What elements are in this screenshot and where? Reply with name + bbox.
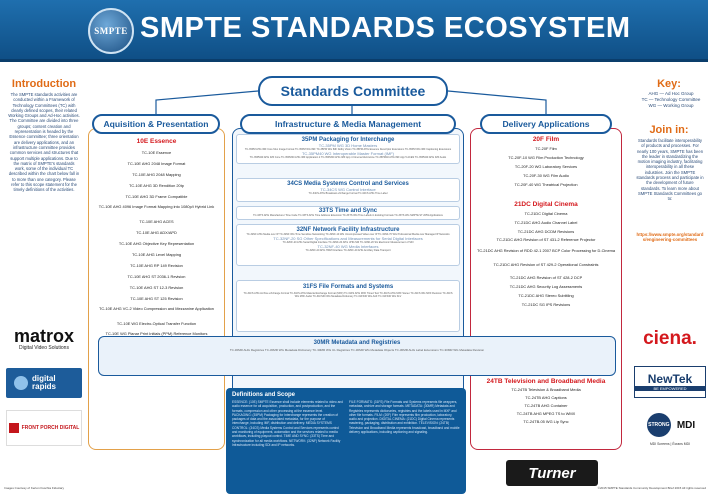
digital-rapids-wordmark: digital rapids bbox=[32, 374, 57, 391]
tc-35pm-sub: TC-35PM WG 3D Home Masters bbox=[318, 143, 378, 148]
tc-35pm40-text: TC-35PM40 AHG IMF Core TC-35PM40 AHG IMF Application 2 TC-35PM40 AHG IMF App 4 Cinema Mezzanine TC-35PM40 AHG IMF App 5 ACES TC-35PM40 AHG IMF Audio bbox=[249, 156, 447, 159]
film-item: TC-20F Film bbox=[535, 146, 557, 151]
tc-32nf20-sub: TC-32NF-20 SG Other Specifications and Measurements for Serial Digital Interfaces bbox=[273, 236, 423, 241]
cinema-item: TC-21DC AHG DCDM Revisions bbox=[517, 229, 575, 234]
tv-item: TC-24TB Television & Broadband Media bbox=[511, 387, 581, 392]
definitions-panel bbox=[226, 388, 466, 494]
essence-item: TC-10E AHG ST 125 Revision bbox=[130, 296, 183, 301]
tc-31fs-text: TC-31FS AHG Archive eXchange Format TC-31FS AHG Material Exchange Format (MXF) TC-31FS AHG MXF Timed Text TC-31FS AHG MXF Stereo TC-31FS WG MXF Revision TC-31FS WG MXF Audio TC-31FS30 WG Metadata Dictionary TC-31FS30 WG AAF TC-31FS30 WG KLV bbox=[243, 292, 453, 298]
page-title: SMPTE STANDARDS ECOSYSTEM bbox=[140, 12, 631, 44]
tv-item: TC-24TB AHG Container bbox=[524, 403, 568, 408]
cinema-item: TC-21DC AHG Revision of RDD 42-1 2007 BCP Color Processing for D-Cinema bbox=[476, 248, 616, 253]
cinema-item: TC-21DC AHG Revision of ST 429-2 Operational Constraints bbox=[493, 262, 599, 267]
essence-item: TC-10E AHG ST 2036-1 Revision bbox=[127, 274, 186, 279]
essence-item: TC-10E AHG Objective Key Representation bbox=[118, 241, 195, 246]
essence-list bbox=[92, 150, 221, 357]
turner-wordmark: Turner bbox=[528, 464, 576, 482]
essence-item: TC-10E AHG ACES bbox=[139, 219, 174, 224]
tv-item: TC-24TB-05 WG Lip Sync bbox=[523, 419, 569, 424]
front-porch-wordmark: FRONT PORCH DIGITAL bbox=[21, 425, 80, 431]
cinema-item: TC-21DC AHG Stereo Subtitling bbox=[518, 293, 574, 298]
tv-heading: 24TB Television and Broadband Media bbox=[486, 378, 606, 385]
acquisition-header: Aquisition & Presentation bbox=[92, 114, 220, 134]
essence-item: TC-10E WG Electro-Optical Transfer Function bbox=[116, 321, 197, 326]
intro-text: The SMPTE standards activities are conducted within a Framework of Technology Committees (TC) with clearly defined scopes, their related Working Groups and Ad-Hoc activities. The Committee are divided into three groups; content creation and representation is headed by the Essence committee; three orientation are delivery applications, and an infrastructure committee provides common services and structures that support multiple applications. Due to the matrix of SMPTE's standards work, some of the individual TC described within the chart below fall in to more than one category. Please refer to this scope statement for the timely definitions of the activities. bbox=[8, 92, 80, 193]
film-item: TC-20F-10 WG Film Production Technology bbox=[508, 155, 584, 160]
cinema-item: TC-21DC AHG Revision of ST 428-2 DCP bbox=[509, 275, 583, 280]
tc-30mr-title: 30MR Metadata and Registries bbox=[313, 340, 401, 346]
cinema-item: TC-21DC Digital Cinema bbox=[524, 211, 568, 216]
ciena-wordmark: ciena. bbox=[643, 328, 697, 349]
newtek-wordmark: NewTek bbox=[647, 372, 693, 386]
cinema-item: TC-21DC AHG Revision of ST 431-2 Reference Projector bbox=[496, 237, 596, 242]
key-line: AHG — Ad Hoc Group bbox=[648, 91, 694, 96]
essence-item: TC-10E AHG VC-2 Video Compression and Mezzanine Application bbox=[99, 306, 214, 311]
tc-32nf40-sub: TC-32NF-40 WG Media Interfaces bbox=[317, 244, 379, 249]
strong-mdi-caption: MDI Screens | Écrans MDI bbox=[649, 442, 691, 446]
tc-35pm-text: TC-35PM AHG IMF Core Mux Image Format TC-35PM WG IMF TC-35PM WG IMF Dolby Vision TC-35PM AHG Essence Descriptor Extensions TC-35PM WG IMF Captioning Extensions bbox=[244, 148, 452, 151]
tc-31fs-title: 31FS File Formats and Systems bbox=[302, 284, 394, 290]
tc-32nf-title: 32NF Network Facility Infrastructure bbox=[296, 227, 400, 233]
tc-34cs-text: TC-34CS AHG Broadcast eXchange Format TC-34CS AHG Time Label bbox=[308, 192, 388, 195]
key-line: WG — Working Group bbox=[648, 103, 694, 108]
tc-32nf-text: TC-32NF AHG Media over IP TC-32NF WG Time Sensitive Networking TC-32NF-10 WG Uncompressed Video over IP TC-32NF-70 WG Professional Media over Managed IP Networks bbox=[246, 233, 450, 236]
intro-heading: Introduction bbox=[11, 78, 77, 90]
tv-item: TC-24TB AHG MPEG TS to WMX bbox=[516, 411, 576, 416]
delivery-header: Delivery Applications bbox=[480, 114, 612, 134]
cinema-item: TC-21DC AHG Security Log Assessments bbox=[509, 284, 583, 289]
tc-32nf-section bbox=[236, 224, 460, 266]
film-item: TC-20F-20 WG Laboratory Services bbox=[514, 164, 578, 169]
tv-item: TC-24TB AHG Captions bbox=[525, 395, 567, 400]
tc-30mr-section bbox=[98, 336, 616, 376]
mdi-wordmark: MDI bbox=[676, 419, 696, 431]
tc-34cs-section bbox=[236, 178, 460, 202]
infrastructure-header: Infrastructure & Media Management bbox=[240, 114, 456, 134]
essence-item: TC-10E AHG 3D Frame Compatible bbox=[125, 194, 188, 199]
footer-left-note: Images Courtesy of Kerton Fuschia Fiduciary bbox=[4, 486, 65, 490]
tc-35pm-title: 35PM Packaging for Interchange bbox=[301, 137, 395, 143]
essence-item: TC-10E AHG RP 149 Revision bbox=[130, 263, 183, 268]
essence-item: TC-10E AHG 2048 Mapping bbox=[132, 172, 181, 177]
footer-right-note: ©2015 SMPTE Standards Community Development Brief 2015 All rights reserved bbox=[597, 486, 706, 490]
essence-item: TC-10E AHG Level Mapping bbox=[131, 252, 182, 257]
tc-33ts-section bbox=[236, 206, 460, 220]
key-heading: Key: bbox=[657, 78, 681, 90]
definitions-body bbox=[226, 400, 466, 447]
definitions-left: ESSENCE: (10E) SMPTE Essence shall include elements related to video and audio essence for all acquisition, production, and postproduction, and the formats, compression and other processing at the essence level. PACKAGING: (35PM) Packaging for Interchange represents the creation of packages of data and the associated metadata, for the purpose of interchange, including IMF, distribution and delivery. MEDIA SYSTEMS CONTROL: (34CS) Media Systems Control and Services represents control and monitoring of equipment, automation and the services related to media workflows, including playout control. TIME AND SYNC: (33TS) Time and synchronization for all media workflows. NETWORK: (32NF) Network Facility Infrastructure including SDI and IP networks. bbox=[232, 400, 343, 447]
join-text: Standards facilitate interoperability of products and processes. For nearly 100 years, SMPTE has been the leader in standardizing the motion imaging industry, facilitating interoperability in all these industries. Join the SMPTE standards process and participate in the development of future standards. To learn more about SMPTE Standards Committees go to: bbox=[636, 138, 704, 202]
newtek-tagline: BE EMPOWERED bbox=[635, 386, 705, 391]
join-heading: Join in: bbox=[649, 124, 689, 136]
essence-item: TC-10E AHG 3D Rendition 20tp bbox=[129, 183, 184, 188]
cinema-item: TC-21DC AHG Audio Channel Label bbox=[514, 220, 578, 225]
film-heading: 20F Film bbox=[532, 136, 560, 143]
tc-30mr-text: TC-30MR AHG Registries TC-30MR WG Metadata Dictionary TC-30MR WG UL Registries TC-30MR WG Metadata Objects TC-30MR AHG Label Extensions TC-30MR WG Metadata Revision bbox=[229, 348, 485, 352]
essence-item: TC-10E AHG ADX/APD bbox=[136, 230, 177, 235]
delivery-list bbox=[472, 136, 620, 311]
smpte-seal-logo: SMPTE bbox=[88, 8, 134, 54]
definitions-right: FILE FORMATS: (31FS) File Formats and Systems represents file wrappers, metadata, archive and storage formats. METADATA: (30MR) Metadata and Registries represents dictionaries, registries and the labels used in MXF and other file formats. FILM: (20F) Film represents film production, laboratory, audio and projection. DIGITAL CINEMA: (21DC) Digital Cinema represents mastering, packaging, distribution and exhibition. TELEVISION: (24TB) Television and Broadband Media represents broadcast, broadband and mobile delivery applications, including captioning and signaling. bbox=[349, 400, 460, 435]
tc-33ts-title: 33TS Time and Sync bbox=[318, 208, 378, 214]
tc-32nf20-text: TC-32NF-20 AHG Serial Digital Interface TC-32NF-20 AHG UHD-SDI TC-32NF-20 SG Electronic Measurement of SDI bbox=[282, 241, 414, 244]
cinema-heading: 21DC Digital Cinema bbox=[514, 201, 578, 208]
tv-list bbox=[472, 378, 620, 427]
standards-committee-box: Standards Committee bbox=[258, 76, 448, 106]
essence-item: TC-10E WG Planar Print Initials (PPM) Reference Monitors bbox=[105, 331, 208, 336]
matrox-tagline: Digital Video Solutions bbox=[19, 345, 69, 351]
tc-34cs-sub: TC-34CS WG Control Interface bbox=[320, 187, 376, 192]
tc-34cs-title: 34CS Media Systems Control and Services bbox=[287, 181, 409, 187]
essence-heading: 10E Essence bbox=[136, 138, 177, 145]
tc-32nf40-text: TC-32NF-40 AHG HDMI Interface TC-32NF-40 AHG Ancillary Data Transport bbox=[305, 249, 391, 252]
join-link[interactable]: https://www.smpte.org/standards/engineering-committees bbox=[636, 232, 704, 243]
tc-31fs-section bbox=[236, 280, 460, 332]
tc-35pm40-sub: TC-35PM40 WG Interoperable Master Format (IMF) bbox=[301, 151, 395, 156]
essence-item: TC-10E AHG 4096 Image Format Mapping into 1080p/i Hybrid Link bbox=[98, 204, 215, 209]
key-line: TC — Technology Committee bbox=[641, 97, 701, 102]
film-item: TC-20F-40 WG Theatrical Projection bbox=[514, 182, 578, 187]
film-item: TC-20F-30 WG Film Audio bbox=[523, 173, 569, 178]
tc-33ts-text: TC-33TS AHG Manufacturer Time Code TC-33TS AHG Time Address Extension TC-33TS WG Time Labels in Existing Formats TC-33TS WG SMPTE ST 2059 Applications bbox=[253, 214, 443, 217]
essence-item: TC-10E AHG 2048 Image Format bbox=[127, 161, 186, 166]
matrox-wordmark: matrox bbox=[13, 326, 75, 346]
tc-35pm-section bbox=[236, 134, 460, 164]
definitions-heading: Definitions and Scope bbox=[232, 392, 296, 398]
turner-logo bbox=[506, 460, 598, 486]
strong-badge: STRONG bbox=[647, 413, 671, 437]
essence-item: TC-10E AHG ST 12-3 Revision bbox=[129, 285, 184, 290]
cinema-item: TC-21DC SG IPS Revisions bbox=[521, 302, 571, 307]
essence-item: TC-10E Essence bbox=[141, 150, 172, 155]
